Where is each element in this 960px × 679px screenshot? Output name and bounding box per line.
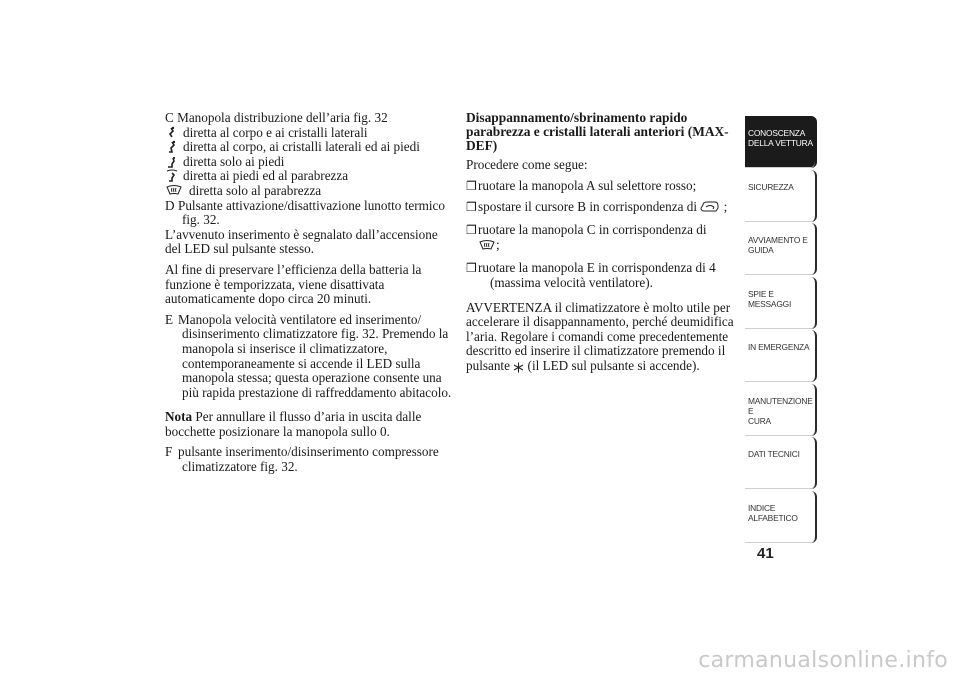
recirculation-icon (700, 201, 720, 218)
tab-spie-e-messaggi[interactable] (745, 277, 817, 329)
step-item (466, 200, 738, 218)
d-item (165, 199, 455, 228)
f-item (165, 445, 455, 474)
step-item (466, 261, 738, 290)
nota-text: Per annullare il flusso d’aria in uscita dalle bocchette posizionare la manopola sullo 0. (165, 409, 422, 439)
tab-conoscenza-della-vettura[interactable] (745, 116, 817, 168)
air-mode-label: diretta solo ai piedi (183, 153, 285, 169)
tab-dati-tecnici[interactable] (745, 437, 817, 489)
item-text: Pulsante attivazione/disattivazione lunotto termico fig. 32. (178, 197, 445, 228)
c-heading: C Manopola distribuzione dell’aria fig. 32 (165, 110, 388, 125)
air-feet-windscreen-icon (165, 169, 183, 183)
warning-text-end: (il LED sul pulsante si accende). (527, 357, 700, 373)
tab-label: DELLA VETTURA (748, 138, 813, 148)
item-letter: D (165, 197, 175, 213)
warning-paragraph (466, 301, 738, 377)
step-text: spostare il cursore B in corrispondenza di (478, 198, 697, 214)
tab-label: INDICE (748, 502, 776, 513)
step-item (466, 223, 738, 255)
air-mode-label: diretta al corpo e ai cristalli laterali (183, 124, 368, 140)
air-body-icon (165, 126, 183, 140)
step-text: ruotare la manopola A sul selettore rosso; (478, 177, 697, 193)
tab-label: SICUREZZA (748, 181, 794, 192)
item-letter: F (165, 444, 173, 460)
tab-label: ALFABETICO (748, 512, 798, 523)
item-text: Manopola velocità ventilatore ed inserimento/ disinserimento climatizzatore fig. 32. Premendo la manopola si inserisce il climatizzatore, contemporaneamente si accende il LED sulla manopola stessa; questa operazione consente una più rapida prestazione di raffreddamento abitacolo. (178, 311, 452, 400)
led-paragraph: L’avvenuto inserimento è segnalato dall’accensione del LED sul pulsante stesso. (165, 226, 438, 257)
bullet-icon: ❒ (466, 178, 477, 193)
air-mode-label: diretta ai piedi ed al parabrezza (183, 168, 349, 184)
air-mode-row (165, 169, 455, 184)
right-column (466, 111, 738, 377)
snowflake-icon (513, 362, 524, 377)
item-text: pulsante inserimento/disinserimento compressore climatizzatore fig. 32. (178, 444, 439, 475)
warning-text: AVVERTENZA il climatizzatore è molto utile per accelerare il disappannamento, perché deumidifica l’aria. Regolare i comandi come precedentemente descritto ed inserire il climatizzatore premendo il pulsante (466, 299, 734, 373)
chapter-index (745, 116, 817, 544)
step-text-end: ; (723, 198, 728, 214)
tab-label: GUIDA (748, 245, 774, 255)
air-feet-icon (165, 155, 183, 169)
tab-label: AVVIAMENTO E (748, 235, 808, 245)
tab-manutenzione-e-cura[interactable] (745, 384, 817, 436)
tab-label: DATI TECNICI (748, 449, 800, 459)
bullet-icon: ❒ (466, 261, 477, 276)
air-mode-row (165, 140, 455, 155)
tab-avviamento-e-guida[interactable] (745, 223, 817, 275)
bullet-icon: ❒ (466, 223, 477, 238)
air-mode-label: diretta al corpo, ai cristalli laterali ed ai piedi (183, 139, 420, 155)
tab-label: CONOSCENZA (748, 128, 806, 138)
step-item (466, 179, 738, 194)
watermark: carmanualsonline.info (698, 648, 948, 673)
air-body-feet-icon (165, 140, 183, 154)
item-letter: E (165, 311, 174, 327)
bullet-icon: ❒ (466, 199, 477, 214)
air-mode-label: diretta solo al parabrezza (189, 182, 322, 198)
tab-sicurezza[interactable] (745, 170, 817, 222)
tab-indice-alfabetico[interactable] (745, 491, 817, 543)
section-title: Disappannamento/sbrinamento rapido parabrezza e cristalli laterali anteriori (MAX-DEF) (466, 110, 729, 153)
step-text-end: ; (496, 236, 500, 252)
page-number: 41 (757, 545, 774, 562)
step-text: ruotare la manopola E in corrispondenza di 4 (massima velocità ventilatore). (478, 260, 716, 290)
step-text: ruotare la manopola C in corrispondenza di (478, 222, 707, 238)
intro-text: Procedere come segue: (466, 157, 588, 173)
tab-label: MANUTENZIONE E (748, 395, 813, 416)
e-item (165, 313, 455, 401)
tab-label: CURA (748, 415, 771, 426)
windscreen-defrost-icon (478, 239, 496, 256)
tab-label: SPIE E MESSAGGI (748, 288, 792, 309)
battery-paragraph: Al fine di preservare l’efficienza della batteria la funzione è temporizzata, viene disattivata automaticamente dopo circa 20 minuti. (165, 261, 422, 307)
tab-in-emergenza[interactable] (745, 330, 817, 382)
nota-paragraph (165, 410, 455, 439)
air-mode-row (165, 155, 455, 170)
left-column (165, 111, 455, 475)
windscreen-defrost-icon (165, 184, 189, 198)
tab-label: IN EMERGENZA (748, 342, 810, 352)
air-mode-row (165, 126, 455, 141)
nota-label: Nota (165, 409, 193, 425)
air-mode-row (165, 184, 455, 199)
